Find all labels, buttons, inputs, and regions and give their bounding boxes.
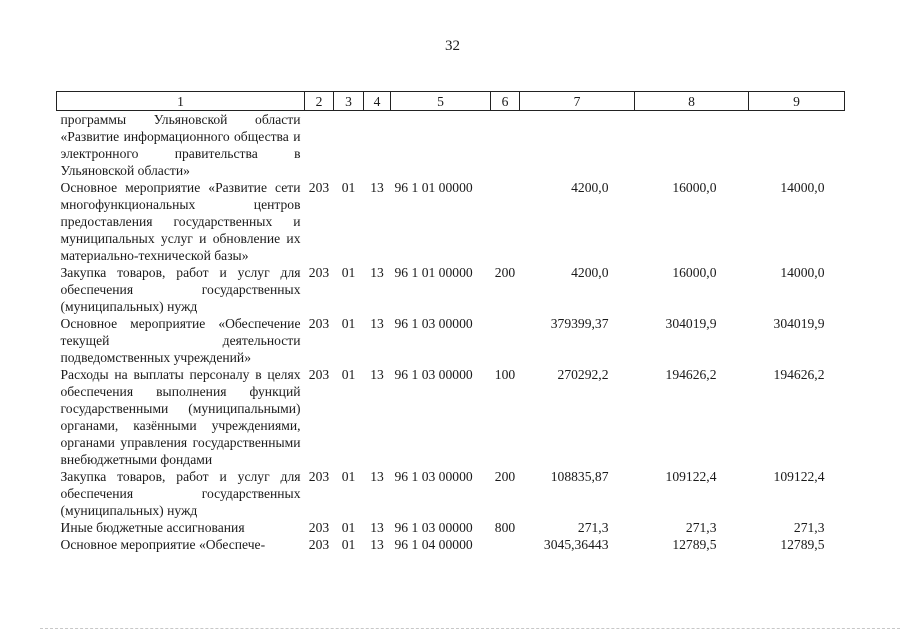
row-code-6 <box>491 179 520 264</box>
row-code-5: 96 1 03 00000 <box>394 316 473 331</box>
row-code-4: 13 <box>370 537 384 552</box>
row-code-4: 13 <box>370 180 384 195</box>
column-header-9: 9 <box>749 92 845 111</box>
row-name: Основное мероприятие «Развитие сети многофункциональных центров предоставления государственных и муниципальных услуг и обновление их материально-технической базы» <box>60 180 301 263</box>
row-value-7: 271,3 <box>577 520 609 535</box>
table-row <box>57 519 845 536</box>
table-row <box>57 264 845 315</box>
row-name: Иные бюджетные ассигнования <box>60 520 245 535</box>
row-code-6 <box>491 111 520 180</box>
row-code-4: 13 <box>370 469 384 484</box>
row-code-4: 13 <box>370 520 384 535</box>
row-code-3: 01 <box>341 469 356 484</box>
row-value-8: 194626,2 <box>665 367 717 382</box>
row-code-2 <box>305 111 334 180</box>
page-number: 32 <box>445 38 460 54</box>
row-code-4: 13 <box>370 316 384 331</box>
row-name: Основное мероприятие «Обеспечение текущей деятельности подведомственных учреждений» <box>60 316 301 365</box>
row-code-3: 01 <box>341 537 356 552</box>
row-code-5: 96 1 04 00000 <box>394 537 473 552</box>
row-code-2: 203 <box>308 316 330 331</box>
row-code-6: 200 <box>494 469 516 484</box>
row-code-4 <box>364 111 391 180</box>
row-name: Закупка товаров, работ и услуг для обеспечения государственных (муниципальных) нужд <box>60 265 301 314</box>
row-value-9: 304019,9 <box>773 316 825 331</box>
column-header-1: 1 <box>57 92 305 111</box>
row-code-3: 01 <box>341 520 356 535</box>
row-code-3: 01 <box>341 180 356 195</box>
row-value-7: 3045,36443 <box>543 537 609 552</box>
row-code-5: 96 1 01 00000 <box>394 265 473 280</box>
budget-table <box>56 91 845 553</box>
table-row <box>57 179 845 264</box>
row-code-2: 203 <box>308 537 330 552</box>
row-value-7: 108835,87 <box>550 469 609 484</box>
row-code-2: 203 <box>308 180 330 195</box>
scan-artifact-line <box>40 628 900 629</box>
row-code-2: 203 <box>308 520 330 535</box>
row-value-8: 16000,0 <box>672 265 717 280</box>
row-value-7: 270292,2 <box>557 367 609 382</box>
row-name: программы Ульяновской области «Развитие информационного общества и электронного правительства в Ульяновской области» <box>60 112 301 178</box>
row-code-6: 200 <box>494 265 516 280</box>
row-value-8: 271,3 <box>685 520 717 535</box>
row-value-7: 4200,0 <box>571 265 609 280</box>
row-code-2: 203 <box>308 265 330 280</box>
row-code-4: 13 <box>370 367 384 382</box>
row-code-6 <box>491 315 520 366</box>
row-name: Закупка товаров, работ и услуг для обеспечения государственных (муниципальных) нужд <box>60 469 301 518</box>
row-value-7 <box>520 111 635 180</box>
row-value-8: 12789,5 <box>672 537 717 552</box>
row-value-9: 12789,5 <box>780 537 825 552</box>
row-code-5: 96 1 01 00000 <box>394 180 473 195</box>
row-code-5 <box>391 111 491 180</box>
row-value-8 <box>635 111 749 180</box>
row-name: Основное мероприятие «Обеспече- <box>60 537 266 552</box>
row-value-9: 14000,0 <box>780 265 825 280</box>
row-value-9 <box>749 111 845 180</box>
column-header-2: 2 <box>305 92 334 111</box>
row-code-5: 96 1 03 00000 <box>394 520 473 535</box>
row-value-9: 14000,0 <box>780 180 825 195</box>
row-code-3: 01 <box>341 316 356 331</box>
row-code-6: 100 <box>494 367 516 382</box>
column-header-3: 3 <box>334 92 364 111</box>
row-code-5: 96 1 03 00000 <box>394 469 473 484</box>
column-header-7: 7 <box>520 92 635 111</box>
row-value-9: 271,3 <box>793 520 825 535</box>
row-value-7: 4200,0 <box>571 180 609 195</box>
row-value-9: 194626,2 <box>773 367 825 382</box>
row-code-6: 800 <box>494 520 516 535</box>
row-code-3 <box>334 111 364 180</box>
row-value-7: 379399,37 <box>550 316 609 331</box>
table-row <box>57 536 845 553</box>
header-row <box>57 92 845 111</box>
column-header-6: 6 <box>491 92 520 111</box>
row-value-8: 16000,0 <box>672 180 717 195</box>
table-row <box>57 111 845 180</box>
table-row <box>57 468 845 519</box>
column-header-8: 8 <box>635 92 749 111</box>
row-code-2: 203 <box>308 367 330 382</box>
table-row <box>57 315 845 366</box>
table-row <box>57 366 845 468</box>
row-name: Расходы на выплаты персоналу в целях обеспечения выполнения функций государственными (муниципальными) органами, казёнными учреждениями, органами управления государственными внебюджетными фондами <box>60 367 301 467</box>
row-value-8: 109122,4 <box>665 469 717 484</box>
row-code-5: 96 1 03 00000 <box>394 367 473 382</box>
column-header-5: 5 <box>391 92 491 111</box>
row-code-2: 203 <box>308 469 330 484</box>
row-code-3: 01 <box>341 367 356 382</box>
row-code-4: 13 <box>370 265 384 280</box>
row-code-6 <box>491 536 520 553</box>
row-value-9: 109122,4 <box>773 469 825 484</box>
row-code-3: 01 <box>341 265 356 280</box>
row-value-8: 304019,9 <box>665 316 717 331</box>
column-header-4: 4 <box>364 92 391 111</box>
